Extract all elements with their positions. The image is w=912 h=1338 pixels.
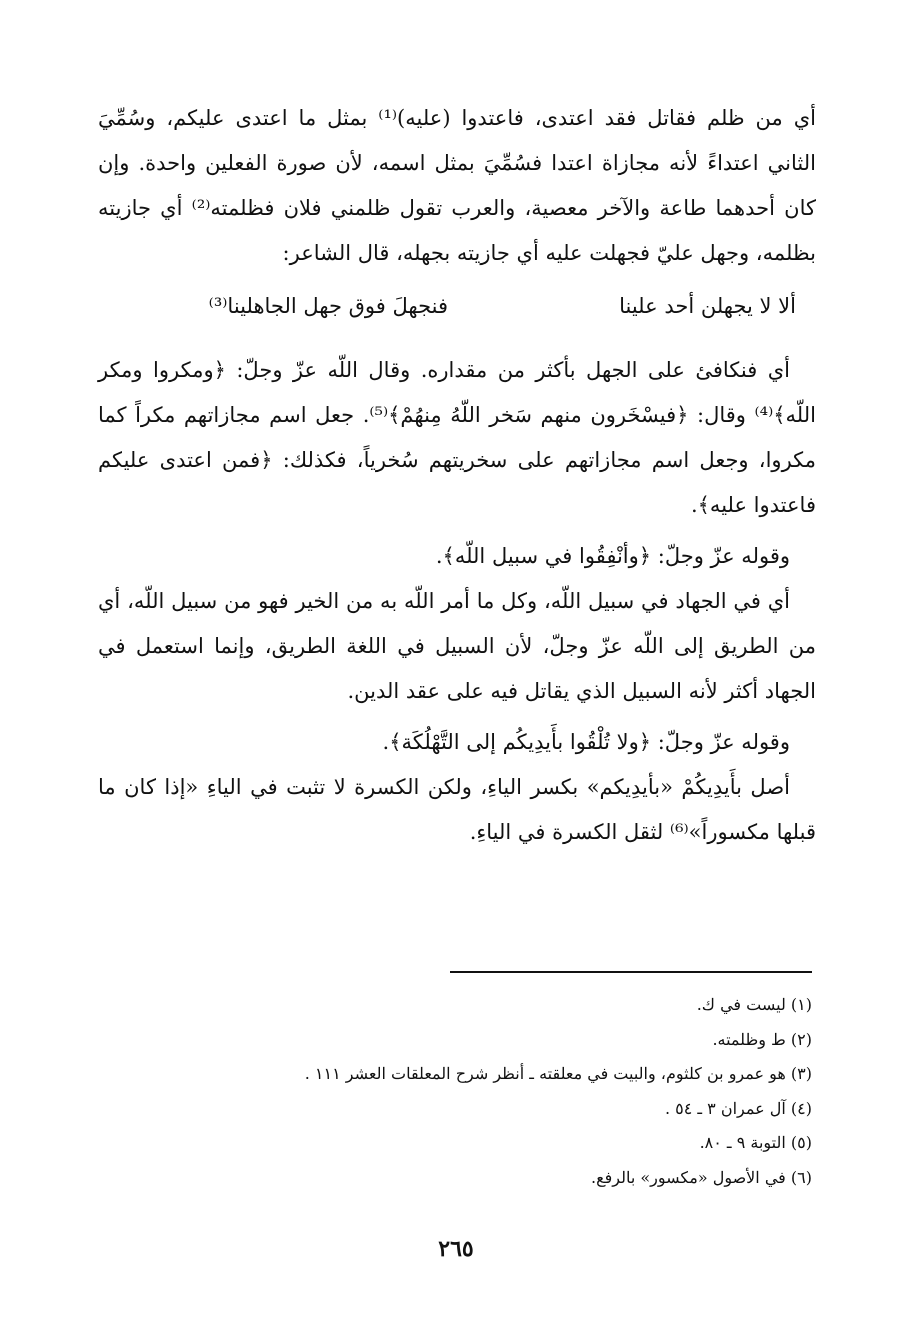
paragraph-2: أي فنكافئ على الجهل بأكثر من مقداره. وقال اللّه عزّ وجلّ: ﴿ومكروا ومكر اللّه﴾⁽⁴⁾ وقال: ﴿فيسْخَرون منهم سَخر اللّهُ مِنهُمْ﴾⁽⁵⁾. جعل اسم مجازاتهم مكراً كما مكروا، وجعل اسم مجازاتهم على سخريتهم سُخرياً، فكذلك: ﴿فمن اعتدى عليكم فاعتدوا عليه﴾. bbox=[98, 358, 816, 517]
footnote-divider bbox=[450, 971, 812, 973]
paragraph-3: أي في الجهاد في سبيل اللّه، وكل ما أمر اللّه به من الخير فهو من سبيل اللّه، أي من الطريق إلى اللّه عزّ وجلّ، لأن السبيل في اللغة الطريق، وإنما استعمل في الجهاد أكثر لأنه السبيل الذي يقاتل فيه على عقد الدين. bbox=[98, 589, 816, 703]
page-number: ٢٦٥ bbox=[438, 1236, 474, 1262]
main-text bbox=[98, 96, 816, 855]
paragraph-4: أصل بأَيدِيكُمْ «بأيدِيكم» بكسر الياءِ، ولكن الكسرة لا تثبت في الياءِ «إذا كان ما قبلها مكسوراً»⁽⁶⁾ لثقل الكسرة في الياءِ. bbox=[98, 775, 816, 844]
verse-quote-2: وقوله عزّ وجلّ: ﴿ولا تُلْقُوا بأَيدِيكُم إلى التَّهْلُكَة﴾. bbox=[382, 730, 790, 754]
poem-first-hemistich: ألا لا يجهلن أحد علينا bbox=[619, 294, 796, 318]
footnote-2: (٢) ط وظلمته. bbox=[712, 1029, 812, 1049]
footnote-1: (١) ليست في ك. bbox=[696, 995, 812, 1014]
footnote-6: (٦) في الأصول «مكسور» بالرفع. bbox=[591, 1167, 812, 1187]
footnote-3: (٣) هو عمرو بن كلثوم، والبيت في معلقته ـ أنظر شرح المعلقات العشر ١١١ . bbox=[304, 1064, 812, 1083]
poem-verse bbox=[98, 286, 816, 340]
verse-quote-1: وقوله عزّ وجلّ: ﴿وأنْفِقُوا في سبيل اللّه﴾. bbox=[435, 544, 790, 568]
footnotes bbox=[112, 988, 812, 1195]
poem-second-hemistich: فنجهلَ فوق جهل الجاهلينا⁽³⁾ bbox=[208, 294, 448, 318]
paragraph-1: أي من ظلم فقاتل فقد اعتدى، فاعتدوا (عليه)⁽¹⁾ بمثل ما اعتدى عليكم، وسُمِّيَ الثاني اعتداءً لأنه مجازاة اعتدا فسُمِّيَ بمثل اسمه، لأن صورة الفعلين واحدة. وإن كان أحدهما طاعة والآخر معصية، والعرب تقول ظلمني فلان فظلمته⁽²⁾ أي جازيته بظلمه، وجهل عليّ فجهلت عليه أي جازيته بجهله، قال الشاعر: bbox=[98, 106, 817, 265]
footnote-5: (٥) التوبة ٩ ـ ٨٠. bbox=[699, 1133, 812, 1152]
footnote-4: (٤) آل عمران ٣ ـ ٥٤ . bbox=[664, 1098, 812, 1118]
